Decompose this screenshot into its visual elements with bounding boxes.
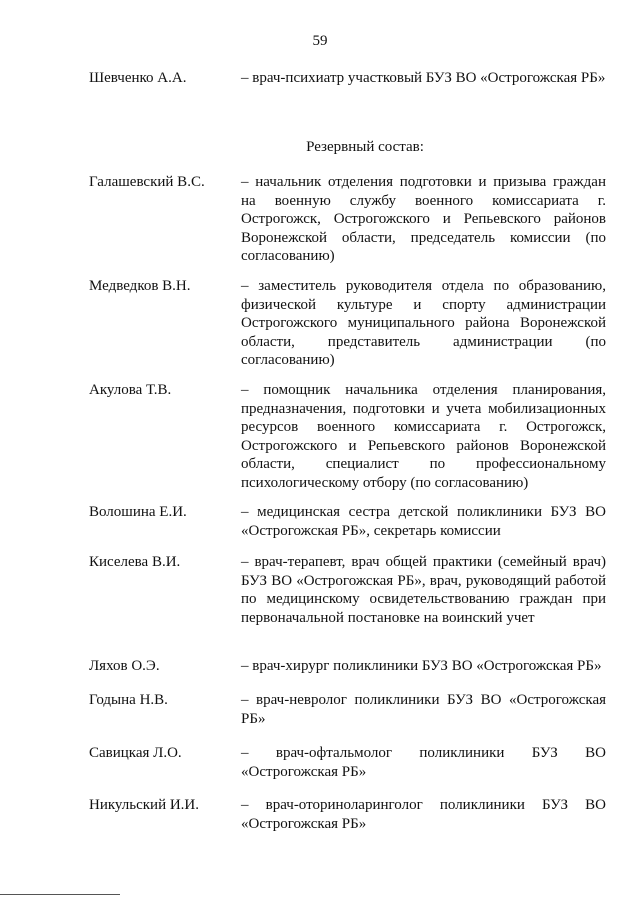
member-name: Ляхов О.Э. [89,658,160,674]
page-number: 59 [312,33,328,49]
member-name: Медведков В.Н. [89,278,191,294]
member-name: Годына Н.В. [89,692,168,708]
member-name: Галашевский В.С. [89,174,205,190]
member-name: Шевченко А.А. [89,70,187,86]
member-role: – начальник отделения подготовки и призыва граждан на военную службу военного комиссариата г. Острогожск, Острогожского и Репьевского районов Воронежской области, председатель комиссии (по согласованию) [241,174,606,265]
reserve-section-title: Резервный состав: [306,139,424,155]
member-role: – врач-психиатр участковый БУЗ ВО «Острогожская РБ» [241,70,606,86]
member-name: Акулова Т.В. [89,382,172,398]
member-role: – врач-офтальмолог поликлиники БУЗ ВО «Острогожская РБ» [241,745,606,780]
member-name: Савицкая Л.О. [89,745,182,761]
member-role: – врач-терапевт, врач общей практики (семейный врач) БУЗ ВО «Острогожская РБ», врач, руководящий работой по медицинскому освидетельствованию граждан при первоначальной постановке на воинский учет [241,554,606,626]
member-name: Волошина Е.И. [89,504,187,520]
footer-rule [0,894,120,895]
member-name: Киселева В.И. [89,554,181,570]
member-name: Никульский И.И. [89,797,200,813]
member-role: – врач-хирург поликлиники БУЗ ВО «Острогожская РБ» [241,658,602,674]
member-role: – врач-невролог поликлиники БУЗ ВО «Острогожская РБ» [241,692,606,727]
member-role: – помощник начальника отделения планирования, предназначения, подготовки и учета мобилизационных ресурсов военного комиссариата г. Острогожск, Острогожского и Репьевского районов Воронежской области, специалист по профессиональному психологическому отбору (по согласованию) [241,382,606,491]
member-role: – врач-оториноларинголог поликлиники БУЗ ВО «Острогожская РБ» [241,797,606,832]
member-role: – медицинская сестра детской поликлиники БУЗ ВО «Острогожская РБ», секретарь комиссии [241,504,606,539]
member-role: – заместитель руководителя отдела по образованию, физической культуре и спорту администрации Острогожского муниципального района Воронежской области, представитель администрации (по согласованию) [241,278,606,369]
